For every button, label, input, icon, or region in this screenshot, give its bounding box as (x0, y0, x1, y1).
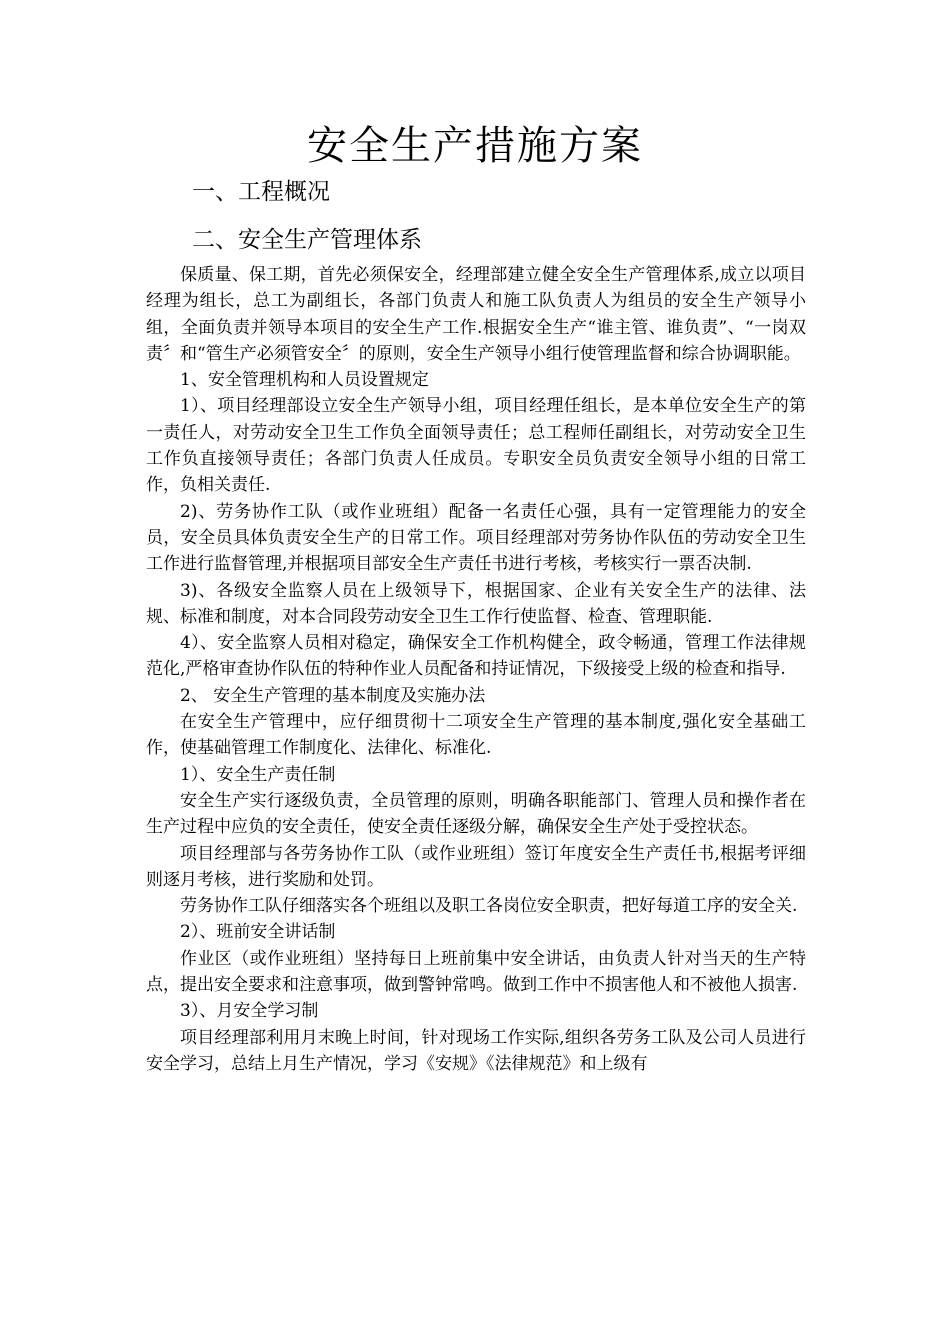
section-heading-project-overview: 一、工程概况 (192, 179, 330, 205)
paragraph: 在安全生产管理中，应仔细贯彻十二项安全生产管理的基本制度,强化安全基础工作，使基础管理工作制度化、法律化、标准化. (146, 712, 806, 759)
paragraph: 安全生产实行逐级负责，全员管理的原则，明确各职能部门、管理人员和操作者在生产过程中应负的安全责任，使安全责任逐级分解，确保安全生产处于受控状态。 (146, 790, 806, 838)
paragraph: 项目经理部利用月末晚上时间，针对现场工作实际,组织各劳务工队及公司人员进行安全学习，总结上月生产情况，学习《安规》《法律规范》和上级有 (146, 1027, 806, 1074)
paragraph-subheading: 1、安全管理机构和人员设置规定 (180, 370, 429, 391)
document-title: 安全生产措施方案 (307, 123, 643, 169)
paragraph: 3)、各级安全监察人员在上级领导下，根据国家、企业有关安全生产的法律、法规、标准和制度，对本合同段劳动安全卫生工作行使监督、检查、管理职能. (146, 580, 806, 627)
paragraph: 作业区（或作业班组）坚持每日上班前集中安全讲话，由负责人针对当天的生产特点，提出安全要求和注意事项，做到警钟常鸣。做到工作中不损害他人和不被他人损害. (146, 948, 806, 996)
paragraph: 4）、安全监察人员相对稳定，确保安全工作机构健全，政令畅通，管理工作法律规范化,严格审查协作队伍的特种作业人员配备和持证情况，下级接受上级的检查和指导. (146, 633, 806, 680)
paragraph: 1）、项目经理部设立安全生产领导小组，项目经理任组长，是本单位安全生产的第一责任人，对劳动安全卫生工作负全面领导责任；总工程师任副组长，对劳动安全卫生工作负直接领导责任；各部门负责人任成员。专职安全员负责安全领导小组的日常工作，负相关责任. (146, 396, 806, 496)
section-heading-safety-management: 二、安全生产管理体系 (192, 227, 422, 253)
paragraph-subheading: 3）、月安全学习制 (180, 1001, 319, 1022)
paragraph-subheading: 2、 安全生产管理的基本制度及实施办法 (180, 685, 486, 706)
paragraph-intro: 保质量、保工期，首先必须保安全，经理部建立健全安全生产管理体系,成立以项目经理为组长，总工为副组长，各部门负责人和施工队负责人为组员的安全生产领导小组，全面负责并领导本项目的安全生产工作.根据安全生产“谁主管、谁负责”、“一岗双责〞和“管生产必须管安全〞的原则，安全生产领导小组行使管理监督和综合协调职能。 (146, 265, 806, 364)
paragraph-subheading: 1）、安全生产责任制 (180, 764, 336, 785)
document-body (146, 262, 806, 1077)
paragraph-subheading: 2）、班前安全讲话制 (180, 922, 336, 943)
paragraph: 项目经理部与各劳务协作工队（或作业班组）签订年度安全生产责任书,根据考评细则逐月考核，进行奖励和处罚。 (146, 843, 806, 890)
paragraph: 劳务协作工队仔细落实各个班组以及职工各岗位安全职责，把好每道工序的安全关. (180, 896, 798, 917)
paragraph: 2)、劳务协作工队（或作业班组）配备一名责任心强，具有一定管理能力的安全员，安全员具体负责安全生产的日常工作。项目经理部对劳务协作队伍的劳动安全卫生工作进行监督管理,并根据项目部安全生产责任书进行考核，考核实行一票否决制. (146, 501, 806, 575)
